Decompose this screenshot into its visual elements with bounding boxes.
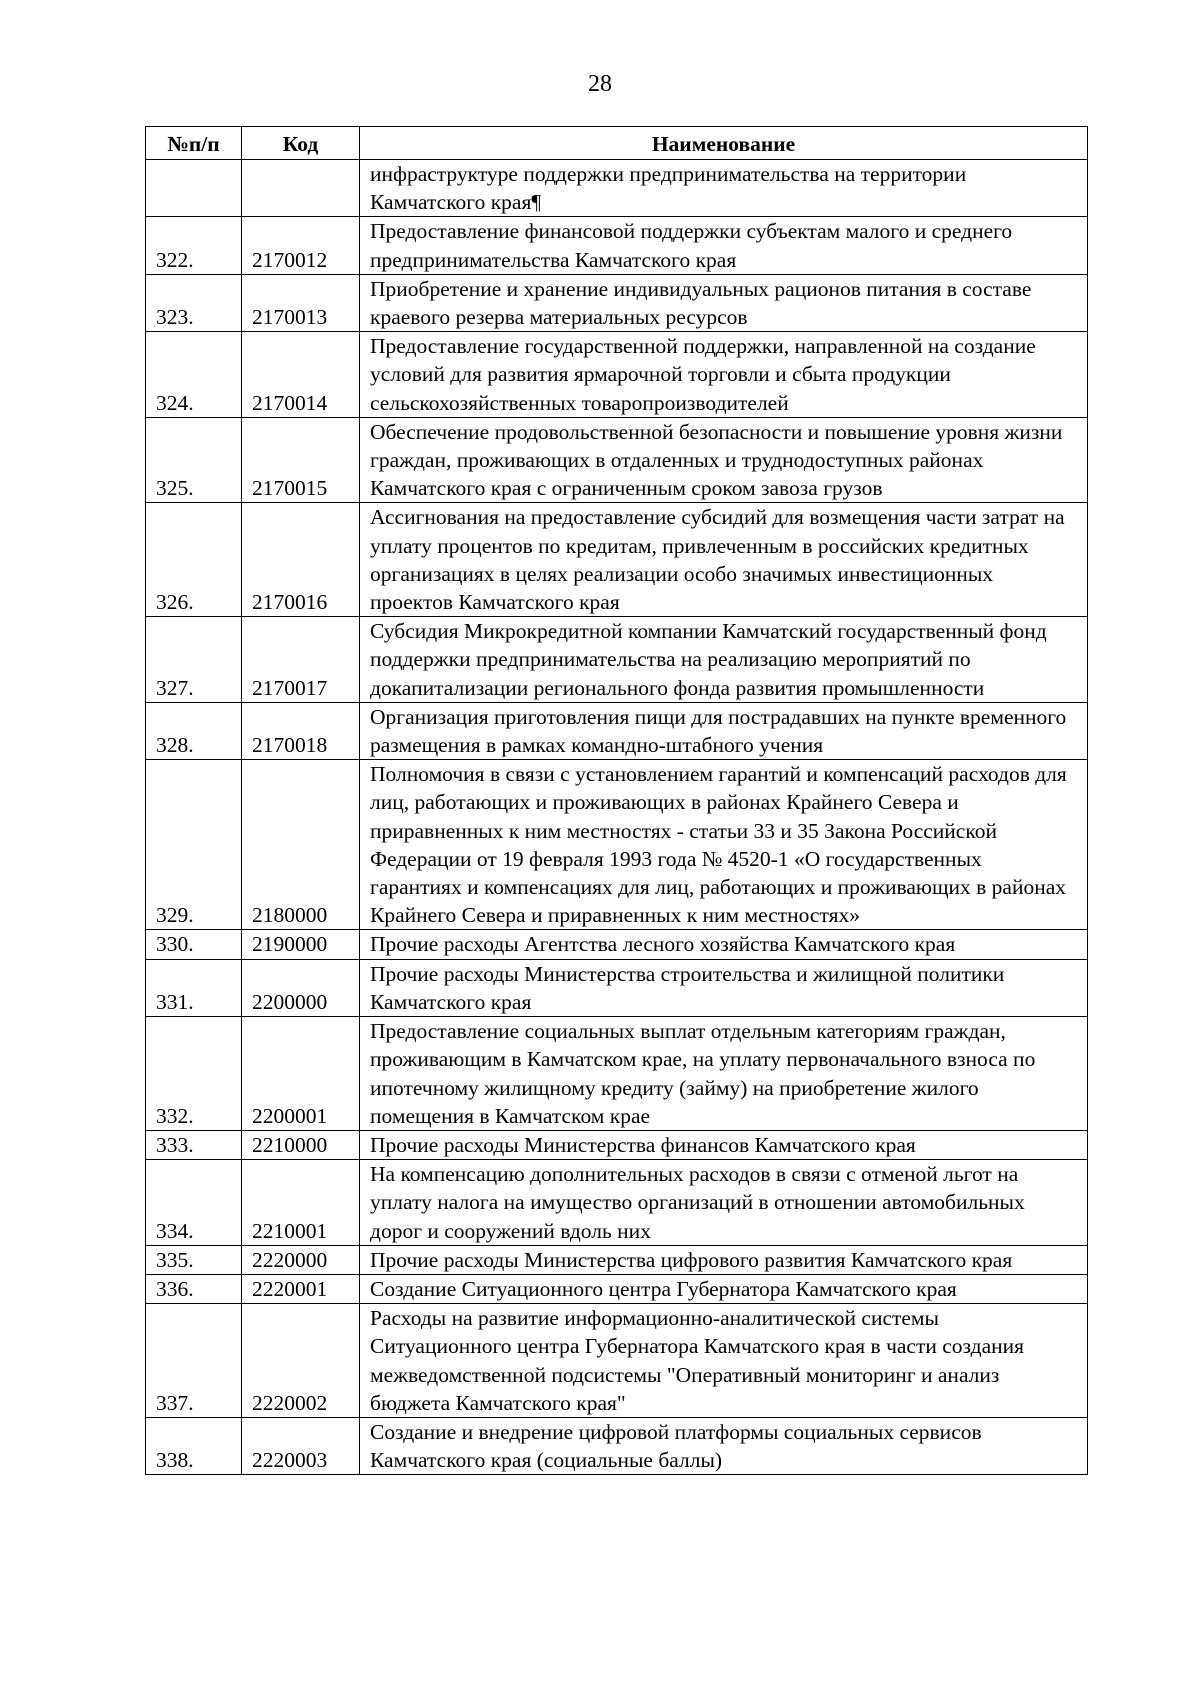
row-num: 335.: [146, 1245, 242, 1274]
row-code: 2200000: [242, 959, 360, 1016]
row-name: Предоставление социальных выплат отдельным категориям граждан, проживающим в Камчатском крае, на уплату первоначального взноса по ипотечному жилищному кредиту (займу) на приобретение жилого помещения в Камчатском крае: [360, 1017, 1088, 1131]
row-num: 330.: [146, 930, 242, 959]
table-row: [146, 332, 1088, 418]
row-name: Прочие расходы Агентства лесного хозяйства Камчатского края: [360, 930, 1088, 959]
row-code: 2210001: [242, 1160, 360, 1246]
table-row: [146, 617, 1088, 703]
row-num: 329.: [146, 760, 242, 930]
table-row: [146, 1274, 1088, 1303]
page-number: 28: [588, 71, 612, 97]
row-name: На компенсацию дополнительных расходов в связи с отменой льгот на уплату налога на имущество организаций в отношении автомобильных дорог и сооружений вдоль них: [360, 1160, 1088, 1246]
row-name: Обеспечение продовольственной безопасности и повышение уровня жизни граждан, проживающих в отдаленных и труднодоступных районах Камчатского края с ограниченным сроком завоза грузов: [360, 417, 1088, 503]
row-num: 334.: [146, 1160, 242, 1246]
header-name: Наименование: [360, 127, 1088, 160]
table-row: [146, 702, 1088, 759]
table-row: [146, 274, 1088, 331]
table-row: [146, 503, 1088, 617]
row-name: Создание и внедрение цифровой платформы социальных сервисов Камчатского края (социальные баллы): [360, 1417, 1088, 1474]
row-code: [242, 160, 360, 217]
table-row: [146, 760, 1088, 930]
table-row: [146, 1245, 1088, 1274]
row-num: [146, 160, 242, 217]
row-name: Субсидия Микрокредитной компании Камчатский государственный фонд поддержки предпринимательства на реализацию мероприятий по докапитализации регионального фонда развития промышленности: [360, 617, 1088, 703]
row-code: 2170014: [242, 332, 360, 418]
row-name: Приобретение и хранение индивидуальных рационов питания в составе краевого резерва материальных ресурсов: [360, 274, 1088, 331]
row-num: 326.: [146, 503, 242, 617]
row-code: 2170013: [242, 274, 360, 331]
table-header-row: [146, 127, 1088, 160]
row-code: 2210000: [242, 1130, 360, 1159]
row-code: 2180000: [242, 760, 360, 930]
table-row: [146, 1417, 1088, 1474]
row-name: Организация приготовления пищи для пострадавших на пункте временного размещения в рамках командно-штабного учения: [360, 702, 1088, 759]
row-num: 337.: [146, 1304, 242, 1418]
row-name: Создание Ситуационного центра Губернатора Камчатского края: [360, 1274, 1088, 1303]
table-row: [146, 1130, 1088, 1159]
row-name: Прочие расходы Министерства строительства и жилищной политики Камчатского края: [360, 959, 1088, 1016]
table-row: [146, 217, 1088, 274]
row-code: 2220001: [242, 1274, 360, 1303]
row-num: 325.: [146, 417, 242, 503]
row-name: Прочие расходы Министерства цифрового развития Камчатского края: [360, 1245, 1088, 1274]
row-num: 327.: [146, 617, 242, 703]
row-code: 2170016: [242, 503, 360, 617]
header-num: №п/п: [146, 127, 242, 160]
row-code: 2190000: [242, 930, 360, 959]
row-name: Предоставление финансовой поддержки субъектам малого и среднего предпринимательства Камчатского края: [360, 217, 1088, 274]
row-num: 323.: [146, 274, 242, 331]
table-row: [146, 1017, 1088, 1131]
table-row: [146, 417, 1088, 503]
registry-table: [145, 126, 1088, 1475]
row-num: 324.: [146, 332, 242, 418]
row-num: 333.: [146, 1130, 242, 1159]
row-code: 2170018: [242, 702, 360, 759]
row-num: 328.: [146, 702, 242, 759]
row-code: 2200001: [242, 1017, 360, 1131]
row-name: Расходы на развитие информационно-аналитической системы Ситуационного центра Губернатора Камчатского края в части создания межведомственной подсистемы "Оперативный мониторинг и анализ бюджета Камчатского края": [360, 1304, 1088, 1418]
row-code: 2220000: [242, 1245, 360, 1274]
row-code: 2220002: [242, 1304, 360, 1418]
row-name: Полномочия в связи с установлением гарантий и компенсаций расходов для лиц, работающих и проживающих в районах Крайнего Севера и приравненных к ним местностях - статьи 33 и 35 Закона Российской Федерации от 19 февраля 1993 года № 4520-1 «О государственных гарантиях и компенсациях для лиц, работающих и проживающих в районах Крайнего Севера и приравненных к ним местностях»: [360, 760, 1088, 930]
row-code: 2170012: [242, 217, 360, 274]
row-num: 322.: [146, 217, 242, 274]
table-row: [146, 1160, 1088, 1246]
row-num: 336.: [146, 1274, 242, 1303]
row-num: 332.: [146, 1017, 242, 1131]
row-name: инфраструктуре поддержки предпринимательства на территории Камчатского края¶: [360, 160, 1088, 217]
table-row: [146, 930, 1088, 959]
row-code: 2170017: [242, 617, 360, 703]
row-num: 338.: [146, 1417, 242, 1474]
row-name: Ассигнования на предоставление субсидий для возмещения части затрат на уплату процентов по кредитам, привлеченным в российских кредитных организациях в целях реализации особо значимых инвестиционных проектов Камчатского края: [360, 503, 1088, 617]
table-row: [146, 959, 1088, 1016]
header-code: Код: [242, 127, 360, 160]
row-code: 2220003: [242, 1417, 360, 1474]
row-num: 331.: [146, 959, 242, 1016]
row-name: Предоставление государственной поддержки, направленной на создание условий для развития ярмарочной торговли и сбыта продукции сельскохозяйственных товаропроизводителей: [360, 332, 1088, 418]
row-code: 2170015: [242, 417, 360, 503]
table-row: [146, 1304, 1088, 1418]
row-name: Прочие расходы Министерства финансов Камчатского края: [360, 1130, 1088, 1159]
table-row: [146, 160, 1088, 217]
